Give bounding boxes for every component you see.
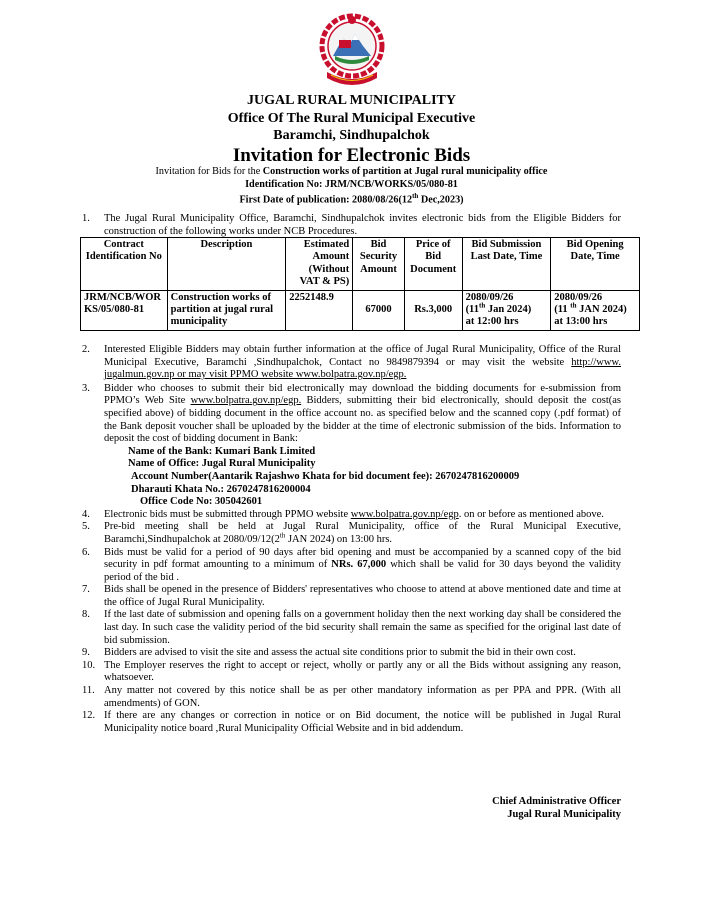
contract-id-cell: JRM/NCB/WORKS/05/080-81 xyxy=(81,290,168,330)
bank-name: Name of the Bank: Kumari Bank Limited xyxy=(128,445,316,457)
identification-number: Identification No: JRM/NCB/WORKS/05/080-81 xyxy=(245,179,458,190)
table-header: Contract Identification No xyxy=(81,238,168,291)
item-4: 4. Electronic bids must be submitted through PPMO website www.bolpatra.gov.np/egp. on or before as mentioned above. xyxy=(82,508,604,520)
office-code: Office Code No: 305042601 xyxy=(140,496,263,508)
item-11: 11. Any matter not covered by this notice shall be as per other mandatory information as per PPA and PPR. (With all amendments) of GON. xyxy=(82,685,621,709)
bank-details xyxy=(80,446,621,509)
account-number: Account Number(Aantarik Rajashwo Khata for bid document fee): 2670247816200009 xyxy=(131,470,520,482)
opening-cell: 2080/09/26 (11 $^{th}$ JAN 2024) at 13:00 hrs xyxy=(551,290,640,330)
item-2: 2. Interested Eligible Bidders may obtain further information at the office of Jugal Rural Municipality, Office of the Rural Municipal Executive, Baramchi ,Sindhupalchok, Contact no 9849879394 or may visit the website http://www. jugalmun.gov.np or may visit PPMO website www.bolpatra.gov.np/egp. xyxy=(82,344,621,381)
description-cell: Construction works of partition at jugal rural municipality xyxy=(167,290,286,330)
document-price-cell: Rs.3,000 xyxy=(404,290,462,330)
table-header: Description xyxy=(167,238,286,291)
office-name: Office Of The Rural Municipal Executive xyxy=(227,111,476,126)
table-header: Bid Submission Last Date, Time xyxy=(462,238,551,291)
item-6: 6. Bids must be valid for a period of 90 days after bid opening and must be accompanied by a scanned copy of the bid security in pdf format amounting to a minimum of NRs. 67,000 which shall be valid for 30 days beyond the validity period of the bid . xyxy=(82,546,621,583)
nepal-emblem-icon xyxy=(319,12,385,90)
notice-title: Invitation for Electronic Bids xyxy=(232,145,471,166)
table-header: Bid Opening Date, Time xyxy=(551,238,640,291)
item-10: 10. The Employer reserves the right to accept or reject, wholly or partly any or all the Bids without assigning any reason, whatsoever. xyxy=(82,659,621,684)
signature-block xyxy=(420,795,621,821)
publication-date: First Date of publication: 2080/08/26(12th Dec,2023) xyxy=(239,192,464,206)
website-link[interactable]: http://www. jugalmun.gov.np or may visit PPMO website www.bolpatra.gov.np/egp. xyxy=(104,356,621,381)
dharauti-account: Dharauti Khata No.: 2670247816200004 xyxy=(131,483,311,495)
estimated-amount-cell: 2252148.9 xyxy=(286,290,353,330)
item-1: 1. The Jugal Rural Municipality Office, Baramchi, Sindhupalchok invites electronic bids from the Eligible Bidders for construction of the following works under NCB Procedures. xyxy=(82,213,621,237)
bid-security-cell: 67000 xyxy=(353,290,405,330)
municipality-name: JUGAL RURAL MUNICIPALITY xyxy=(247,93,456,108)
table-header: Price of Bid Document xyxy=(404,238,462,291)
signatory-org: Jugal Rural Municipality xyxy=(507,809,621,820)
table-header-row xyxy=(81,238,640,291)
notice-subtitle: Invitation for Bids for the Construction works of partition at Jugal rural municipality office xyxy=(155,166,548,177)
bid-table xyxy=(80,237,640,331)
item-9: 9. Bidders are advised to visit the site and assess the actual site conditions prior to submit the bid in their own cost. xyxy=(82,647,576,659)
item-3: 3. Bidder who chooses to submit their bid electronically may download the bidding documents for e-submission from PPMO’s Web Site www.bolpatra.gov.np/egp. Bidders, submitting their bid electronically, should deposit the cost(as specified above) of bidding document in the office account no. as specified below and the scanned copy (.pdf format) of the Bank deposit voucher shall be uploaded by the bidder at the time of electronic submission of the bids. Information to deposit the cost of bidding document in Bank: xyxy=(82,382,621,445)
table-row xyxy=(81,290,640,330)
table-header: Bid Security Amount xyxy=(353,238,405,291)
table-header: Estimated Amount (Without VAT & PS) xyxy=(286,238,353,291)
item-12: 12. If there are any changes or correction in notice or on Bid document, the notice will be published in Jugal Rural Municipality notice board ,Rural Municipality Official Website and in bid addendum. xyxy=(82,710,621,734)
egp-link[interactable]: www.bolpatra.gov.np/egp xyxy=(350,508,459,520)
bolpatra-link[interactable]: www.bolpatra.gov.np/egp. xyxy=(190,395,302,407)
office-location: Baramchi, Sindhupalchok xyxy=(273,128,430,143)
submission-cell: 2080/09/26 (11th Jan 2024) at 12:00 hrs xyxy=(462,290,551,330)
item-8: 8. If the last date of submission and opening falls on a government holiday then the next working day shall be considered the last day. In such case the validity period of the bid security shall remain the same as specified for the original last date of bid submission. xyxy=(82,609,621,646)
item-5: 5. Pre-bid meeting shall be held at Jugal Rural Municipality, office of the Rural Municipal Executive, Baramchi,Sindhupalchok at 2080/09/12(2th JAN 2024) on 13:00 hrs. xyxy=(82,521,621,545)
notice-body xyxy=(80,344,621,735)
office-account-name: Name of Office: Jugal Rural Municipality xyxy=(128,458,316,470)
signatory-title: Chief Administrative Officer xyxy=(492,796,621,807)
item-7: 7. Bids shall be opened in the presence of Bidders' representatives who choose to attend at above mentioned date and time at the office of Jugal Rural Municipality. xyxy=(82,584,621,608)
